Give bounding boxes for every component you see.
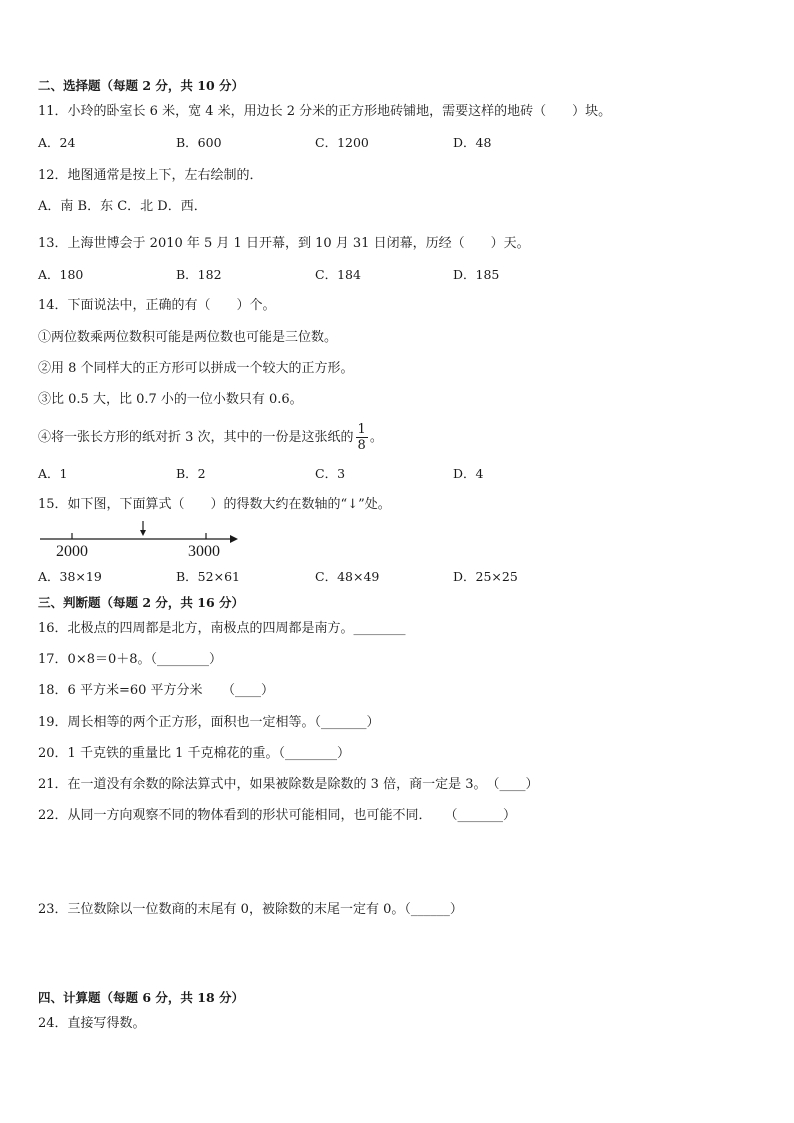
section-title-judge: 三、判断题（每题 2 分，共 16 分）: [38, 595, 245, 610]
q16: 16．北极点的四周都是北方，南极点的四周都是南方。________: [38, 621, 406, 636]
q14-option-d: D．4: [453, 466, 484, 481]
q11-option-c: C．1200: [315, 135, 369, 150]
q12-stem: 12．地图通常是按上下，左右绘制的．: [38, 168, 263, 183]
q15-option-a: A．38×19: [38, 569, 102, 584]
q21: 21．在一道没有余数的除法算式中，如果被除数是除数的 3 倍，商一定是 3。 （____）: [38, 777, 539, 792]
q15-stem: 15．如下图，下面算式（ ）的得数大约在数轴的“↓”处。: [38, 497, 391, 512]
fraction-numerator: 1: [357, 422, 366, 437]
q14-statement-4: [38, 421, 383, 455]
q14-stem: 14．下面说法中，正确的有（ ）个。: [38, 298, 276, 313]
q13-option-d: D．185: [453, 267, 500, 282]
q14-statement-3: ③比 0.5 大，比 0.7 小的一位小数只有 0.6。: [38, 392, 303, 407]
q14-option-c: C．3: [315, 466, 346, 481]
q13-stem: 13．上海世博会于 2010 年 5 月 1 日开幕，到 10 月 31 日闭幕，历经（ ）天。: [38, 236, 530, 251]
down-arrow-head: [140, 530, 146, 536]
number-line: [36, 519, 246, 563]
q14-statement-2: ②用 8 个同样大的正方形可以拼成一个较大的正方形。: [38, 361, 354, 376]
q13-option-b: B．182: [176, 267, 222, 282]
q15-option-b: B．52×61: [176, 569, 240, 584]
q19: 19．周长相等的两个正方形，面积也一定相等。（_______）: [38, 715, 380, 730]
q20: 20．1 千克铁的重量比 1 千克棉花的重。（________）: [38, 746, 350, 761]
q17: 17．0×8＝0＋8。（________）: [38, 652, 223, 667]
q15-option-d: D．25×25: [453, 569, 518, 584]
axis-label-2000: 2000: [56, 543, 88, 560]
q24: 24．直接写得数。: [38, 1016, 146, 1031]
q23: 23．三位数除以一位数商的末尾有 0，被除数的末尾一定有 0。（______）: [38, 902, 463, 917]
q11-option-d: D．48: [453, 135, 492, 150]
q14-option-a: A．1: [38, 466, 68, 481]
q22: 22．从同一方向观察不同的物体看到的形状可能相同，也可能不同． （_______）: [38, 808, 517, 823]
q13-option-c: C．184: [315, 267, 361, 282]
q14-statement-4-text: ④将一张长方形的纸对折 3 次，其中的一份是这张纸的: [38, 430, 354, 445]
fraction-one-eighth: [356, 422, 368, 453]
q11-option-a: A．24: [38, 135, 76, 150]
fraction-denominator: 8: [357, 438, 366, 453]
q11-stem: 11．小玲的卧室长 6 米，宽 4 米，用边长 2 分米的正方形地砖铺地，需要这样的地砖（ ）块。: [38, 104, 612, 119]
q18: 18．6 平方米=60 平方分米 （____）: [38, 683, 275, 698]
q12-options: A．南 B．东 C．北 D．西．: [38, 199, 207, 214]
number-line-arrowhead: [230, 535, 238, 543]
axis-label-3000: 3000: [188, 543, 220, 560]
section-title-choice: 二、选择题（每题 2 分，共 10 分）: [38, 78, 245, 93]
section-title-calc: 四、计算题（每题 6 分，共 18 分）: [38, 990, 245, 1005]
q14-statement-1: ①两位数乘两位数积可能是两位数也可能是三位数。: [38, 330, 338, 345]
q14-statement-4-end: 。: [369, 430, 383, 445]
q11-option-b: B．600: [176, 135, 222, 150]
q14-option-b: B．2: [176, 466, 206, 481]
q15-option-c: C．48×49: [315, 569, 380, 584]
q13-option-a: A．180: [38, 267, 84, 282]
